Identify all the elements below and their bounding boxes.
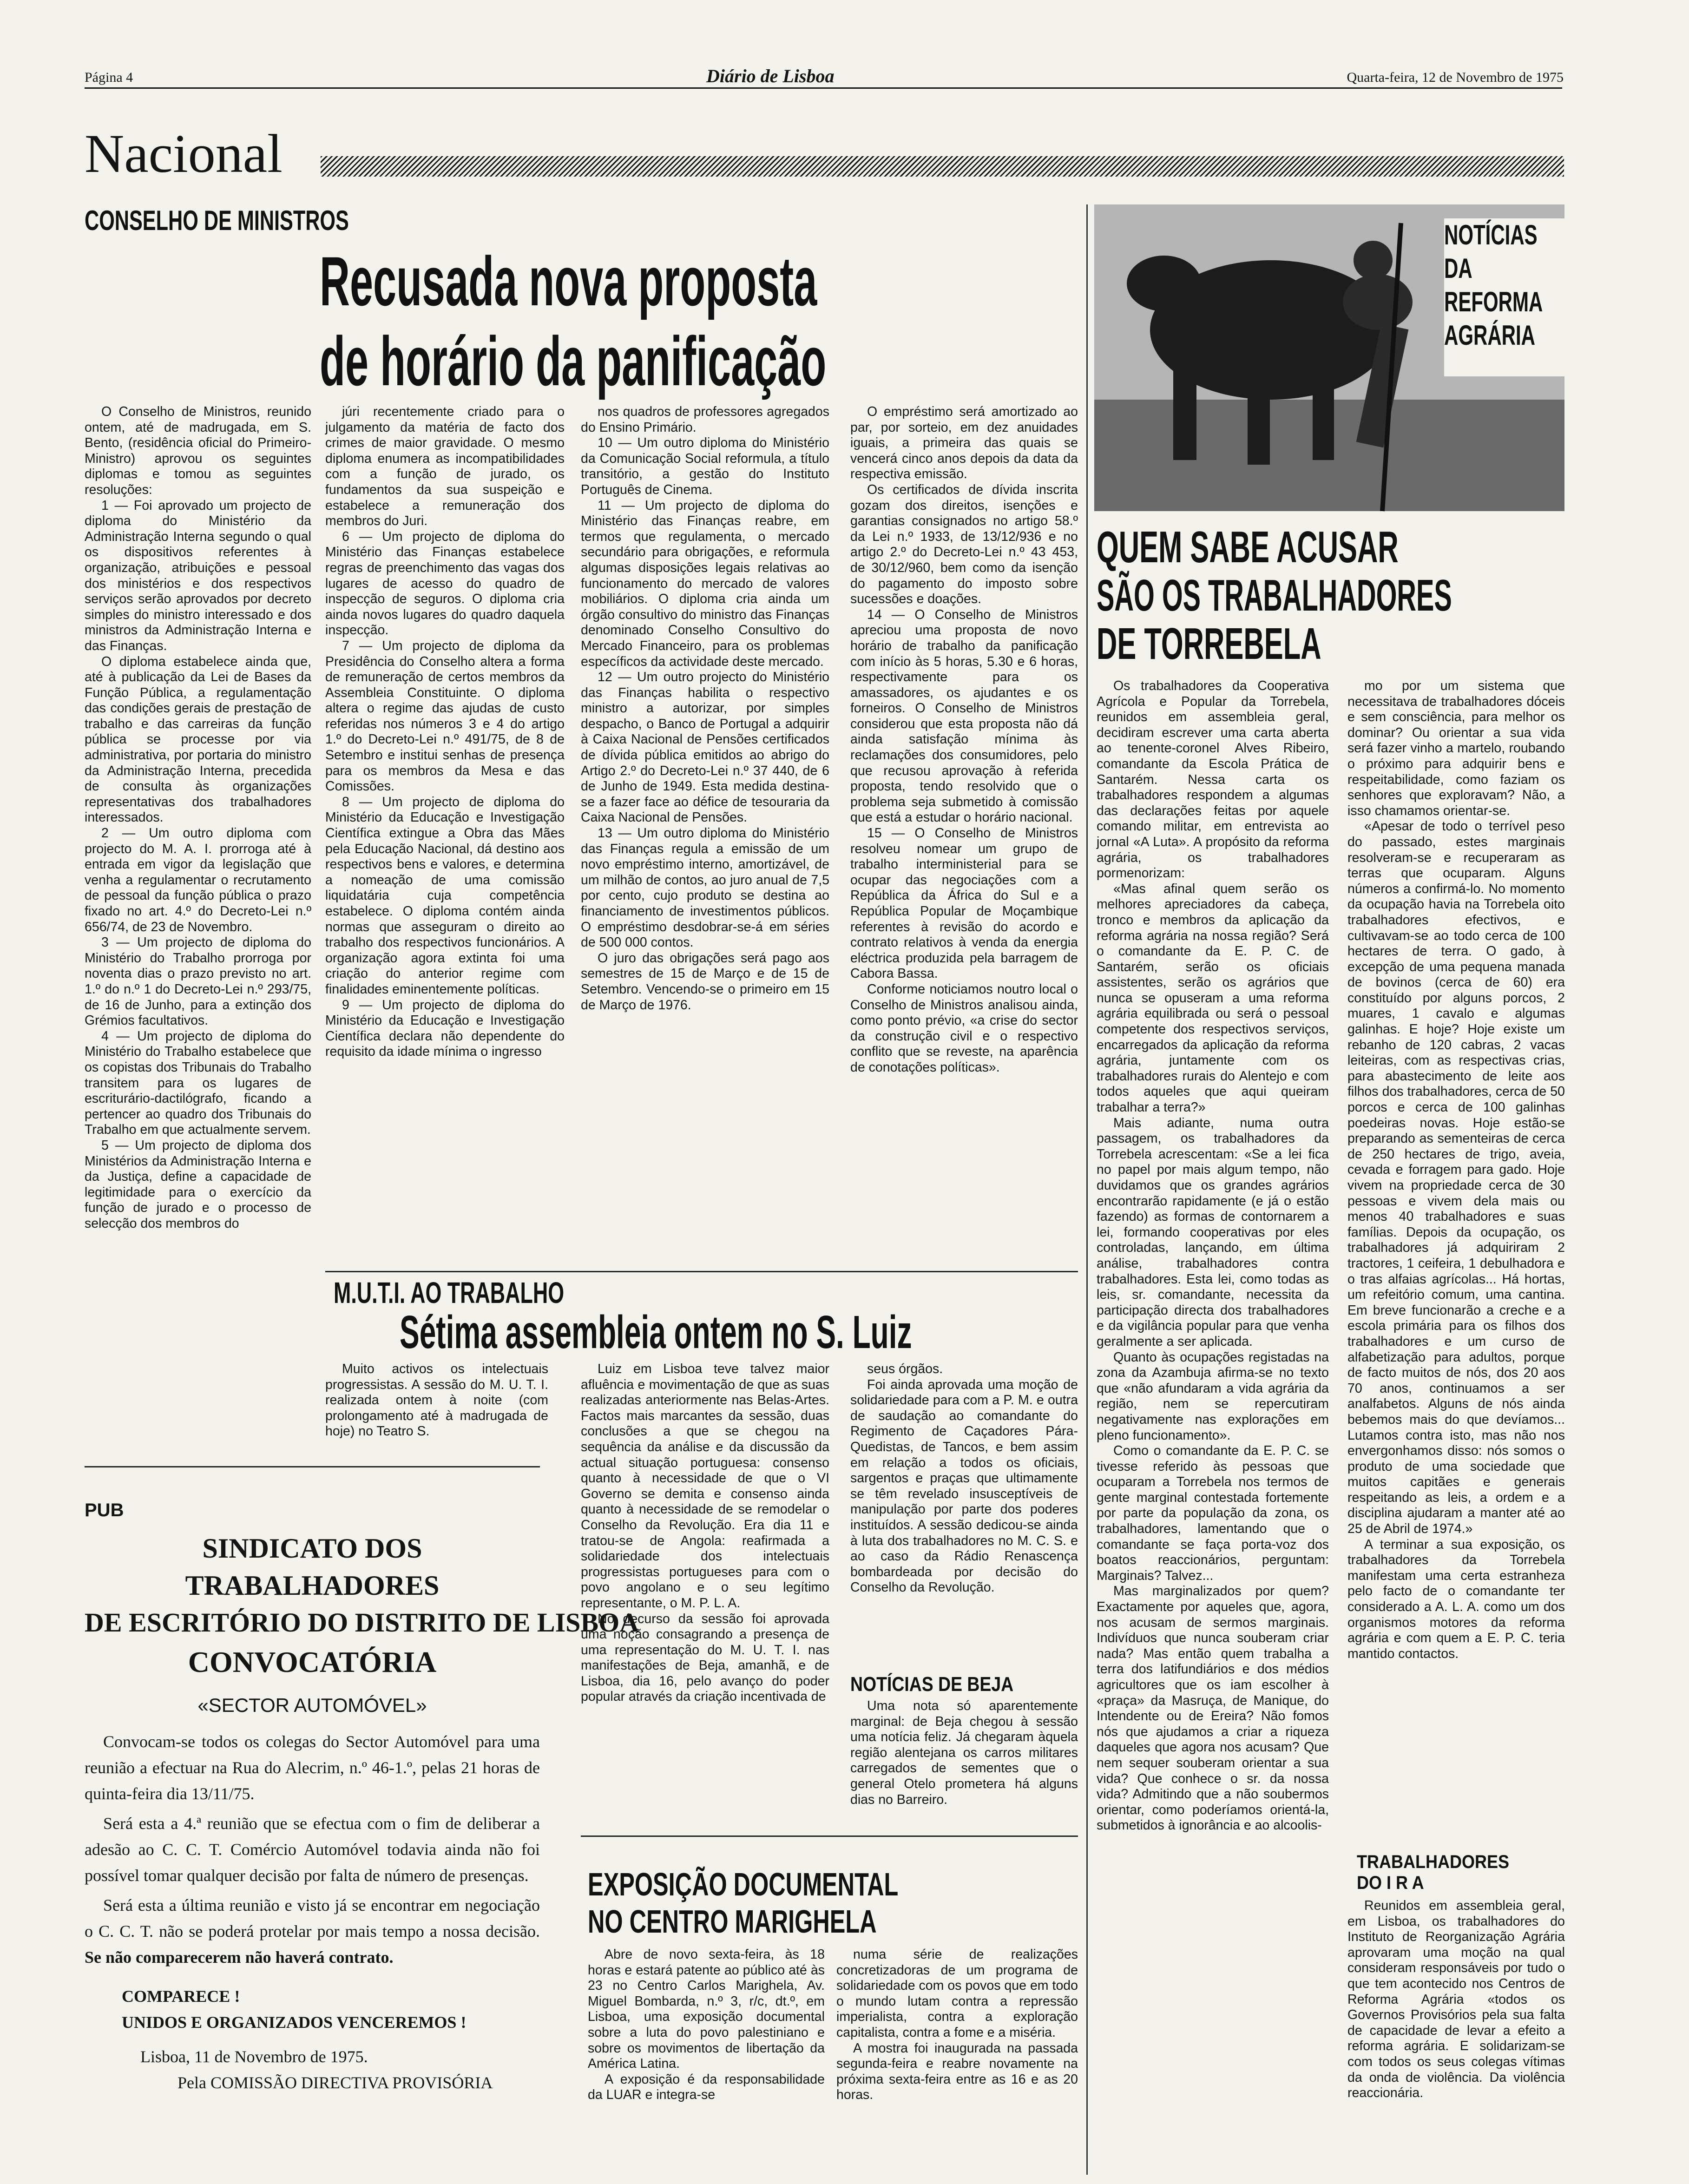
ira-text: Reunidos em assembleia geral, em Lisboa, os trabalhadores do Instituto de Reorganização Agrária aprovaram uma moção na qual consideram responsáveis por tudo o que tem acontecido nos Centros de Reforma Agrária «todos os Governos Provisórios pela sua falta de capacidade de levar a efeito a reforma agrária. E solidarizam-se com todos os seus colegas vítimas da onda de violência. Da violência reaccionária. <box>1347 1898 1565 2101</box>
page-number: Página 4 <box>85 70 133 85</box>
masthead-rule <box>85 87 1562 89</box>
muti-column-1: Muito activos os intelectuais progressistas. A sessão do M. U. T. I. realizada ontem à noite (com prolongamento até à madrugada de hoje) no Teatro S. <box>325 1362 548 1439</box>
muti-column-3: seus órgãos. Foi ainda aprovada uma moção de solidariedade para com a P. M. e outra de saudação ao comandante do Regimento de Caçadores Pára-Quedistas, de Tancos, e bem assim em relação a todos os oficiais, sargentos e praças que ultimamente se têm revelado insusceptíveis de manipulação por parte dos poderes instituídos. A sessão dedicou-se ainda à luta dos trabalhadores no M. C. S. e ao caso da Rádio Renascença bombardeada por decisão do Conselho da Revolução. <box>850 1362 1078 1595</box>
ra-column-1: Os trabalhadores da Cooperativa Agrícola e Popular da Torrebela, reunidos em assembleia geral, decidiram escrever uma carta aberta ao tenente-coronel Alves Ribeiro, comandante da Escola Prática de Santarém. Nessa carta os trabalhadores respondem a algumas das declarações feitas por aquele comando militar, em entrevista ao jornal «A Luta». A propósito da reforma agrária, os trabalhadores pormenorizam: «Mas afinal quem serão os melhores apreciadores da cabeça, tronco e membros da aplicação da reforma agrária na nossa região? Será o comandante da E. P. C. de Santarém, serão os oficiais assistentes, serão os agrários que nunca se opuseram a uma reforma agrária equilibrada ou será o pessoal competente dos respectivos serviços, encarregados da aplicação da reforma agrária, juntamente com os trabalhadores rurais do Alentejo e com todos aqueles que aqui queiram trabalhar a terra?» Mais adiante, numa outra passagem, os trabalhadores da Torrebela acrescentam: «Se a lei fica no papel por mais algum tempo, não duvidamos que os grandes agrários encontrarão rapidamente (e já o estão fazendo) as formas de contornarem a lei, formando cooperativas por eles controladas, lançando, em última análise, trabalhadores contra trabalhadores. Esta lei, como todas as leis, sr. comandante, necessita da participação directa dos trabalhadores e da vigilância popular para que venha geralmente a ser aplicada. Quanto às ocupações registadas na zona da Azambuja afirma-se no texto que «não afundaram a vida agrária da região, nem se repercutiram negativamente nas explorações em pleno funcionamento». Como o comandante da E. P. C. se tivesse referido às pessoas que ocuparam a Torrebela nos termos de gente marginal contestada fortemente por parte da população da zona, os trabalhadores, lamentando que o comandante se faça porta-voz dos boatos reaccionários, perguntam: Marginais? Talvez... Mas marginalizados por quem? Exactamente por aqueles que, agora, nos acusam de sermos marginais. Indivíduos que nunca souberam criar nada? Mas então quem trabalha a terra dos latifundiários e dos médios agricultores que os iam escolher à «praça» da Masruça, de Manique, do Intendente ou de Ereira? Não fomos nós que ajudamos a criar a riqueza daqueles que agora nos acusam? Que nem sequer souberam orientar a sua vida? Que conhece o sr. da nossa vida? Admitindo que a não soubermos orientar, como poderíamos orientá-la, submetidos à ignorância e ao alcoolis- <box>1097 678 1329 1833</box>
pub-paragraph-1: Convocam-se todos os colegas do Sector Automóvel para uma reunião a efectuar na Rua do Alecrim, n.º 46-1.º, pelas 21 horas de quinta-feira dia 13/11/75. <box>85 1732 540 1803</box>
main-kicker: CONSELHO DE MINISTROS <box>85 205 349 236</box>
ra-headline-2: SÃO OS TRABALHADORES <box>1097 571 1452 620</box>
pub-slogan-1: COMPARECE ! <box>122 1987 240 2006</box>
reforma-box-line-1: NOTÍCIAS <box>1444 219 1538 250</box>
pub-union-name-1: SINDICATO DOS TRABALHADORES <box>185 1533 440 1601</box>
pub-warning: Se não comparecerem não haverá contrato. <box>85 1948 394 1967</box>
pub-sector: «SECTOR AUTOMÓVEL» <box>197 1694 427 1716</box>
pub-slogan-2: UNIDOS E ORGANIZADOS VENCEREMOS ! <box>122 2013 467 2032</box>
muti-headline: Sétima assembleia ontem no S. Luiz <box>400 1306 912 1358</box>
beja-text: Uma nota só aparentemente marginal: de Beja chegou à sessão uma notícia feliz. Já chegaram àquela região alentejana os carros militares carregados de sementes que o general Otelo prometera há alguns dias no Barreiro. <box>850 1698 1078 1807</box>
pub-union-name-2: DE ESCRITÓRIO DO DISTRITO DE LISBOA <box>85 1607 639 1638</box>
pub-label: PUB <box>85 1500 124 1520</box>
pub-signature: Pela COMISSÃO DIRECTIVA PROVISÓRIA <box>177 2073 493 2092</box>
main-column-1: O Conselho de Ministros, reunido ontem, até de madrugada, em S. Bento, (residência oficial do Primeiro-Ministro) aprovou os seguintes diplomas e tomou as seguintes resoluções: 1 — Foi aprovado um projecto de diploma do Ministério da Administração Interna segundo o qual os dispositivos referentes à organização, atribuições e pessoal dos ministérios e dos respectivos serviços serão aprovados por decreto simples do ministro interessado e dos ministros da Administração Interna e das Finanças. O diploma estabelece ainda que, até à publicação da Lei de Bases da Função Pública, a regulamentação das condições gerais de prestação de trabalho e das carreiras da função pública se processe por via administrativa, por portaria do ministro da Administração Interna, precedida de consulta às organizações representativas dos trabalhadores interessados. 2 — Um outro diploma com projecto do M. A. I. prorroga até à entrada em vigor da legislação que venha a regulamentar o recrutamento de pessoal da função pública o prazo fixado no art. 4.º do Decreto-Lei n.º 656/74, de 23 de Novembro. 3 — Um projecto de diploma do Ministério do Trabalho prorroga por noventa dias o prazo previsto no art. 1.º do n.º 1 do Decreto-Lei n.º 293/75, de 16 de Junho, para a extinção dos Grémios facultativos. 4 — Um projecto de diploma do Ministério do Trabalho estabelece que os copistas dos Tribunais do Trabalho transitem para os lugares de escriturário-dactilógrafo, ficando a pertencer ao quadro dos Tribunais do Trabalho em que actualmente servem. 5 — Um projecto de diploma dos Ministérios da Administração Interna e da Justiça, define a capacidade de legitimidade para o exercício da função de jurado e o processo de selecção dos membros do <box>85 404 311 1231</box>
pub-ad <box>85 1524 639 2092</box>
issue-date: Quarta-feira, 12 de Novembro de 1975 <box>1347 70 1564 85</box>
pub-paragraph-3-text: Será esta a última reunião e visto já se encontrar em negociação o C. C. T. não se poderá protelar por mais tempo a nossa decisão. <box>85 1896 540 1941</box>
reforma-box-line-4: AGRÁRIA <box>1444 320 1535 351</box>
reforma-box-line-3: REFORMA <box>1444 286 1543 317</box>
newspaper-name: Diário de Lisboa <box>706 66 835 86</box>
muti-column-2: Luiz em Lisboa teve talvez maior afluência e movimentação de que as suas realizadas anteriormente nas Belas-Artes. Factos mais marcantes da sessão, duas conclusões a que se chegou na sequência da análise e da discussão da actual situação portuguesa: consenso quanto à necessidade de que o VI Governo se demita e consenso ainda quanto à necessidade de se remodelar o Conselho da Revolução. Era dia 11 e tratou-se de Angola: reafirmada a solidariedade dos intelectuais progressistas portugueses para com o povo angolano e o seu legítimo representante, o M. P. L. A. No decurso da sessão foi aprovada uma noção consagrando a presença de uma representação do M. U. T. I. nas manifestações de Beja, amanhã, e de Lisboa, dia 16, pelo avanço do poder popular através da criação incentivada de <box>581 1362 829 1704</box>
pub-paragraph-2: Será esta a 4.ª reunião que se efectua com o fim de deliberar a adesão ao C. C. T. Comércio Automóvel todavia ainda não foi possível tomar qualquer decisão por falta de número de presenças. <box>85 1814 540 1885</box>
column-divider-right <box>1086 204 1088 2175</box>
main-column-3: nos quadros de professores agregados do Ensino Primário. 10 — Um outro diploma do Ministério da Comunicação Social reformula, a título transitório, a gestão do Instituto Português de Cinema. 11 — Um projecto de diploma do Ministério das Finanças reabre, em termos que regulamenta, o mercado secundário para obrigações, e reformula algumas disposições legais relativas ao funcionamento do mercado de valores mobiliários. O diploma cria ainda um órgão consultivo do ministro das Finanças denominado Conselho Consultivo do Mercado Financeiro, para os problemas específicos da actividade deste mercado. 12 — Um outro projecto do Ministério das Finanças habilita o respectivo ministro a autorizar, por simples despacho, o Banco de Portugal a adquirir à Caixa Nacional de Pensões certificados de dívida pública emitidos ao abrigo do Artigo 2.º do Decreto-Lei n.º 37 440, de 6 de Junho de 1949. Esta medida destina-se a fazer face ao défice de tesouraria da Caixa Nacional de Pensões. 13 — Um outro diploma do Ministério das Finanças regula a emissão de um novo empréstimo interno, amortizável, de um milhão de contos, ao juro anual de 7,5 por cento, cujo produto se destina ao financiamento de investimentos públicos. O empréstimo desdobrar-se-á em séries de 500 000 contos. O juro das obrigações será pago aos semestres de 15 de Março e de 15 de Setembro. Vencendo-se o primeiro em 15 de Março de 1976. <box>581 404 829 1013</box>
expo-column-2: numa série de realizações concretizadoras de um programa de solidariedade com os povos que em todo o mundo lutam contra a repressão imperialista, contra a exploração capitalista, contra a fome e a miséria. A mostra foi inaugurada na passada segunda-feira e reabre novamente na próxima sexta-feira entre as 16 e as 20 horas. <box>836 1947 1078 2103</box>
reforma-box <box>1444 218 1567 376</box>
main-column-4: O empréstimo será amortizado ao par, por sorteio, em dez anuidades iguais, a primeira das quais se vencerá cinco anos depois da data da respectiva emissão. Os certificados de dívida inscrita gozam dos direitos, isenções e garantias consignados no artigo 58.º da Lei n.º 1933, de 13/12/936 e no artigo 2.º do Decreto-Lei n.º 43 453, de 30/12/960, bem como da isenção do pagamento do imposto sobre sucessões e doações. 14 — O Conselho de Ministros apreciou uma proposta de novo horário de trabalho da panificação com início às 5 horas, 5.30 e 6 horas, respectivamente para os amassadores, os ajudantes e os forneiros. O Conselho de Ministros considerou que esta proposta não dá ainda satisfação mínima às reclamações dos consumidores, pelo que recusou aprovação à referida proposta, tendo resolvido que o problema seja submetido à comissão que está a estudar o horário nacional. 15 — O Conselho de Ministros resolveu nomear um grupo de trabalho interministerial para se ocupar das negociações com a República da África do Sul e a República Popular de Moçambique referentes à revisão do acordo e contrato relativos à venda da energia eléctrica produzida pela barragem de Cabora Bassa. Conforme noticiamos noutro local o Conselho de Ministros analisou ainda, como ponto prévio, «a crise do sector da construção civil e o respectivo conflito que se reveste, na aparência de conotações políticas». <box>850 404 1078 1075</box>
main-headline-1: Recusada nova proposta <box>320 242 817 320</box>
muti-top-rule <box>325 1271 1078 1272</box>
pub-place-date: Lisboa, 11 de Novembro de 1975. <box>140 2047 368 2066</box>
ra-headline-3: DE TORREBELA <box>1097 619 1321 669</box>
reforma-box-line-2: DA <box>1444 253 1472 284</box>
beja-title: NOTÍCIAS DE BEJA <box>850 1673 1014 1696</box>
ira-title-2: DO I R A <box>1357 1873 1424 1893</box>
section-hatch-rule <box>321 156 1564 177</box>
pub-top-rule <box>85 1466 540 1467</box>
expo-top-rule <box>581 1835 1078 1837</box>
ra-column-2: mo por um sistema que necessitava de trabalhadores dóceis e sem consciência, para melhor os dominar? Ou orientar a sua vida será fazer vinho a martelo, roubando o próximo para adquirir bens e respeitabilidade, como faziam os senhores que exploravam? Não, a isso chamamos orientar-se. «Apesar de todo o terrível peso do passado, estes marginais resolveram-se e recuperaram as terras que ocuparam. Alguns números a confirmá-lo. No momento da ocupação havia na Torrebela oito trabalhadores efectivos, e cultivavam-se ao todo cerca de 100 hectares de terra. O gado, à excepção de uma pequena manada de bovinos (cerca de 60) era constituído por alguns porcos, 2 muares, 1 cavalo e algumas galinhas. E hoje? Hoje existe um rebanho de 120 cabras, 2 vacas leiteiras, com as respectivas crias, para abastecimento de leite aos filhos dos trabalhadores, cerca de 50 porcos e cerca de 100 galinhas poedeiras novas. Hoje estão-se preparando as sementeiras de cerca de 250 hectares de trigo, aveia, cevada e forragem para gado. Hoje vivem na propriedade cerca de 30 pessoas e vivem dela mais ou menos 40 trabalhadores e suas famílias. Depois da ocupação, os trabalhadores já adquiriram 2 tractores, 1 ceifeira, 1 debulhadora e o tras alfaias agrícolas... Há hortas, um refeitório comum, uma cantina. Em breve funcionarão a creche e a escola primária para os filhos dos trabalhadores e um curso de alfabetização para adultos, porque de facto muitos de nós, dos 20 aos 70 anos, continuamos a ser analfabetos. Alguns de nós ainda bebemos mais do que devíamos... Lutamos contra isto, mas não nos envergonhamos disso: nós somos o produto de uma sociedade que muitos capitães e generais respeitando as leis, a ordem e a disciplina ajudaram a manter até ao 25 de Abril de 1974.» A terminar a sua exposição, os trabalhadores da Torrebela manifestam uma certa estranheza pelo facto de o comandante ter considerado a A. L. A. como um dos organismos motores da reforma agrária e com quem a E. P. C. teria mantido contactos. <box>1347 678 1565 1661</box>
main-headline-2: de horário da panificação <box>320 322 827 400</box>
expo-title-2: NO CENTRO MARIGHELA <box>588 1903 877 1940</box>
ira-title-1: TRABALHADORES <box>1357 1852 1509 1872</box>
pub-convocation: CONVOCATÓRIA <box>188 1645 437 1678</box>
pub-paragraph-3 <box>85 1892 540 1970</box>
main-column-2: júri recentemente criado para o julgamento da matéria de facto dos crimes de maior gravidade. O mesmo diploma enumera as incompatibilidades com a função de jurado, os fundamentos da sua suspeição e estabelece a remuneração dos membros do Juri. 6 — Um projecto de diploma do Ministério das Finanças estabelece regras de preenchimento das vagas dos lugares de acesso do quadro de inspecção de seguros. O diploma cria ainda novos lugares do quadro daquela inspecção. 7 — Um projecto de diploma da Presidência do Conselho altera a forma de remuneração de certos membros da Assembleia Constituinte. O diploma altera o regime das ajudas de custo referidas nos números 3 e 4 do artigo 1.º do Decreto-Lei n.º 491/75, de 8 de Setembro e institui senhas de presença para os membros da Mesa e das Comissões. 8 — Um projecto de diploma do Ministério da Educação e Investigação Científica extingue a Obra das Mães pela Educação Nacional, dá destino aos respectivos bens e valores, e determina a nomeação de uma comissão liquidatária cuja competência estabelece. O diploma contém ainda normas que asseguram o direito ao trabalho dos respectivos funcionários. A organização agora extinta foi uma criação do anterior regime com finalidades eminentemente políticas. 9 — Um projecto de diploma do Ministério da Educação e Investigação Científica declara não dependente do requisito da idade mínima o ingresso <box>325 404 565 1059</box>
expo-title-1: EXPOSIÇÃO DOCUMENTAL <box>588 1866 899 1902</box>
muti-kicker: M.U.T.I. AO TRABALHO <box>334 1276 565 1309</box>
section-title: Nacional <box>85 123 283 184</box>
expo-column-1: Abre de novo sexta-feira, às 18 horas e estará patente ao público até às 23 no Centro Carlos Marighela, Av. Miguel Bombarda, n.º 3, r/c, dt.º, em Lisboa, uma exposição documental sobre a luta do povo palestiniano e sobre os movimentos de libertação da América Latina. A exposição é da responsabilidade da LUAR e integra-se <box>588 1947 825 2103</box>
ra-headline-1: QUEM SABE ACUSAR <box>1097 522 1399 572</box>
